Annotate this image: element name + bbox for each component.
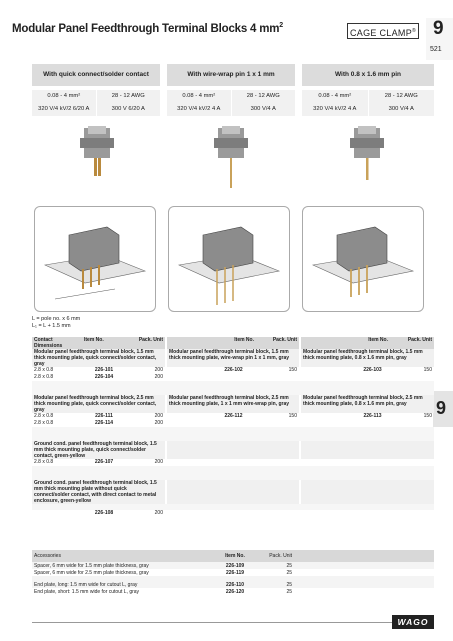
spec-rating-iec: 320 V/4 kV/2 6/20 A xyxy=(32,103,97,116)
spec-cross-section: 0.08 - 4 mm² xyxy=(302,90,369,103)
product-image-quick-connect xyxy=(76,124,118,190)
accessories-header-item: Item No. xyxy=(210,550,260,562)
product-description: Ground cond. panel feedthrough terminal block, 1.5 mm thick mounting plate without quick connect/solder contact, with direct contact to metal enclosure, green-yellow xyxy=(32,480,166,504)
table-header-item: Item No. xyxy=(211,337,256,349)
product-description: Modular panel feedthrough terminal block, 1.5 mm thick mounting plate, quick connect/solder contact, gray xyxy=(32,349,166,367)
spec-header-quick-connect xyxy=(32,64,160,120)
chapter-tab xyxy=(426,18,453,60)
table-header-pack: Pack. Unit xyxy=(390,337,434,349)
note-line: L = pole no. x 6 mm xyxy=(32,316,81,322)
product-image-wire-wrap xyxy=(210,124,252,190)
accessory-row: End plate, long: 1.5 mm wide for cutout L, gray 226-110 25 xyxy=(32,581,434,588)
accessory-row: End plate, short: 1.5 mm wide for cutout L, gray 226-120 25 xyxy=(34,588,292,595)
dimension-notes xyxy=(32,316,80,330)
accessory-row: Spacer, 6 mm wide for 1.5 mm plate thickness, gray 226-109 25 xyxy=(32,562,434,569)
chapter-number: 9 xyxy=(433,18,444,39)
product-description: Modular panel feedthrough terminal block, 2.5 mm thick mounting plate, quick connect/solder contact, gray xyxy=(32,395,166,413)
spec-header-wire-wrap xyxy=(167,64,295,120)
product-description: Modular panel feedthrough terminal block, 2.5 mm thick mounting plate, 0.8 x 1.6 mm pin, gray xyxy=(300,395,434,413)
cage-clamp-logo: CAGE CLAMP® xyxy=(347,23,419,39)
accessories-title: Accessories xyxy=(32,550,210,562)
spec-rating-ul: 300 V/4 A xyxy=(250,106,276,112)
product-description: Modular panel feedthrough terminal block, 2.5 mm thick mounting plate, 1 x 1 mm wire-wrap pin, gray xyxy=(166,395,300,413)
table-header-item: Item No. xyxy=(82,337,126,349)
page-number: 521 xyxy=(430,46,442,53)
side-chapter-tab: 9 xyxy=(433,391,453,427)
table-header-pack: Pack. Unit xyxy=(126,337,166,349)
table-row: 2.8 x 0.8 226-107 200 xyxy=(32,459,434,466)
product-image-pin xyxy=(346,124,388,190)
spec-caption: With wire-wrap pin 1 x 1 mm xyxy=(167,64,295,86)
spec-awg: 28 - 12 AWG xyxy=(246,93,280,99)
spec-cross-section: 0.08 - 4 mm² xyxy=(167,90,232,103)
accessories-table xyxy=(32,550,434,595)
page-title: Modular Panel Feedthrough Terminal Blocks 4 $mm^2$ xyxy=(12,22,283,35)
spec-rating-ul: 300 V/4 A xyxy=(388,106,414,112)
table-row: 226-108 200 xyxy=(32,510,434,517)
spec-awg: 28 - 12 AWG xyxy=(111,93,145,99)
ordering-table xyxy=(32,337,434,517)
spec-awg: 28 - 12 AWG xyxy=(384,93,418,99)
wago-logo: WAGO xyxy=(392,615,434,629)
table-row: 2.8 x 0.8 226-111 200 226-112 150 226-113 150 xyxy=(34,413,432,419)
dimension-drawing-quick-connect xyxy=(34,206,156,312)
product-description: Ground cond. panel feedthrough terminal block, 1.5 mm thick mounting plate, quick connect/solder contact, green-yellow xyxy=(32,441,166,459)
table-header-pack: Pack. Unit xyxy=(256,337,300,349)
table-row: 2.8 x 0.8 226-101 200 226-102 150 226-103 150 xyxy=(34,367,432,373)
product-description: Modular panel feedthrough terminal block, 1.5 mm thick mounting plate, 0.8 x 1.6 mm pin, gray xyxy=(300,349,434,367)
spec-caption: With quick connect/solder contact xyxy=(32,64,160,86)
product-description: Modular panel feedthrough terminal block, 1.5 mm thick mounting plate, wire-wrap pin 1 x 1 mm, gray xyxy=(166,349,300,367)
spec-caption: With 0.8 x 1.6 mm pin xyxy=(302,64,434,86)
table-row: 2.8 x 0.8 226-104 200 xyxy=(32,374,434,381)
dimension-drawing-pin xyxy=(302,206,424,312)
table-header-contact: Contact Dimensions xyxy=(32,337,82,349)
note-line: L₁ = L + 1.5 mm xyxy=(32,323,71,329)
accessory-row: Spacer, 6 mm wide for 2.5 mm plate thickness, gray 226-119 25 xyxy=(34,569,292,576)
spec-rating-ul: 300 V 6/20 A xyxy=(111,106,145,112)
table-header-item: Item No. xyxy=(355,337,390,349)
table-row: 2.8 x 0.8 226-114 200 xyxy=(32,420,434,427)
accessories-header-pack: Pack. Unit xyxy=(260,550,294,562)
spec-rating-iec: 320 V/4 kV/2 4 A xyxy=(167,103,232,116)
footer-rule xyxy=(32,622,392,623)
dimension-drawing-wire-wrap xyxy=(168,206,290,312)
spec-header-pin xyxy=(302,64,434,120)
spec-cross-section: 0.08 - 4 mm² xyxy=(32,90,97,103)
spec-rating-iec: 320 V/4 kV/2 4 A xyxy=(302,103,369,116)
